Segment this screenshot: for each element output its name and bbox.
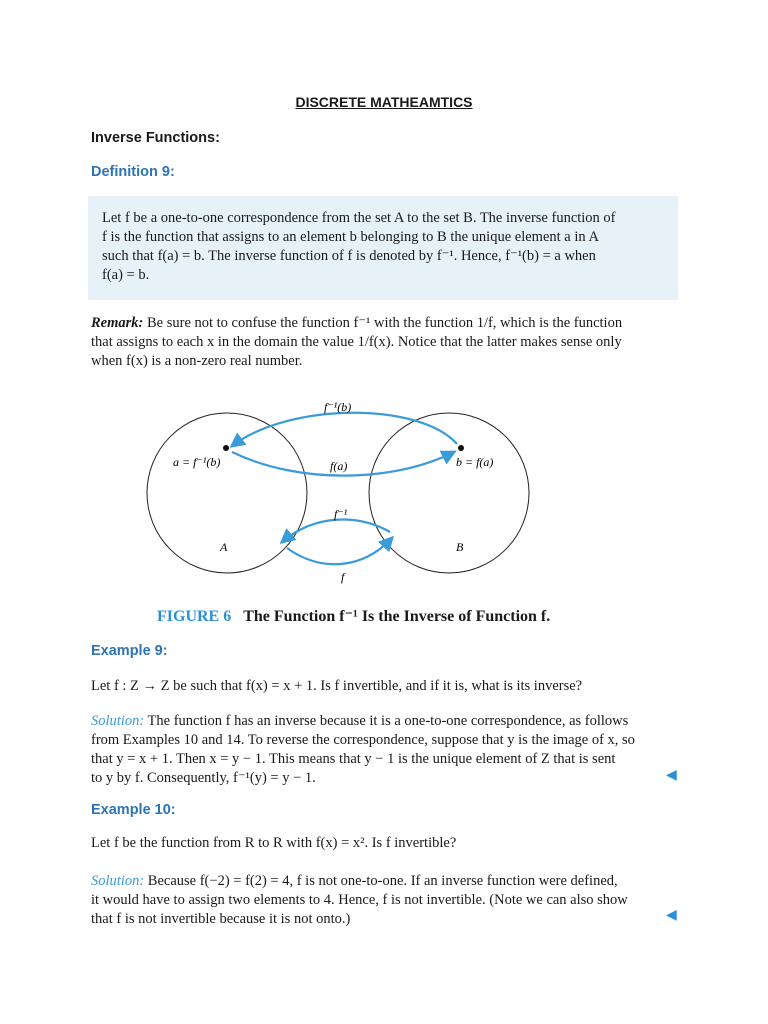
example-10-heading: Example 10: — [91, 802, 176, 818]
solution-line: Because f(−2) = f(2) = 4, f is not one-to-one. If an inverse function were defined, — [144, 873, 618, 889]
figure-caption — [157, 606, 550, 626]
definition-line: f is the function that assigns to an element b belonging to B the unique element a in A — [102, 229, 599, 245]
inverse-function-diagram — [140, 390, 540, 595]
example-10-solution — [91, 872, 681, 929]
end-of-solution-marker: ◀ — [666, 768, 677, 783]
remark-label: Remark: — [91, 315, 144, 331]
solution-label: Solution: — [91, 713, 145, 729]
example-9-solution — [91, 712, 681, 788]
solution-line: from Examples 10 and 14. To reverse the correspondence, suppose that y is the image of x, so — [91, 732, 635, 748]
remark-paragraph — [91, 314, 679, 371]
label-fa: f(a) — [330, 459, 348, 473]
definition-heading: Definition 9: — [91, 164, 175, 180]
solution-label: Solution: — [91, 873, 145, 889]
inverse-function-arrow — [282, 520, 390, 542]
element-b-dot — [458, 445, 464, 451]
example-10-question: Let f be the function from R to R with f(x) = x². Is f invertible? — [91, 835, 457, 851]
function-arrow — [287, 538, 392, 564]
example-9-question: Let f : Z → Z be such that f(x) = x + 1. Is f invertible, and if it is, what is its inverse? — [91, 678, 583, 694]
element-a-dot — [223, 445, 229, 451]
solution-line: that f is not invertible because it is not onto.) — [91, 911, 351, 927]
label-f: f — [341, 570, 345, 584]
end-of-solution-marker: ◀ — [666, 908, 677, 923]
label-finv-b: f⁻¹(b) — [324, 400, 352, 414]
label-a: a = f⁻¹(b) — [173, 455, 221, 469]
solution-line: The function f has an inverse because it is a one-to-one correspondence, as follows — [144, 713, 629, 729]
solution-line: to y by f. Consequently, f⁻¹(y) = y − 1. — [91, 770, 316, 786]
figure-caption-text: The Function f⁻¹ Is the Inverse of Function f. — [243, 608, 551, 625]
definition-line: f(a) = b. — [102, 267, 150, 283]
remark-line: Be sure not to confuse the function f⁻¹ with the function 1/f, which is the function — [143, 315, 623, 331]
definition-box — [88, 196, 678, 300]
label-finv: f⁻¹ — [334, 507, 348, 521]
section-heading: Inverse Functions: — [91, 130, 220, 146]
example-9-heading: Example 9: — [91, 643, 168, 659]
definition-line: Let f be a one-to-one correspondence from the set A to the set B. The inverse function of — [102, 210, 616, 226]
remark-line: that assigns to each x in the domain the value 1/f(x). Notice that the latter makes sense only — [91, 334, 622, 350]
label-set-b: B — [456, 540, 464, 554]
definition-line: such that f(a) = b. The inverse function of f is denoted by f⁻¹. Hence, f⁻¹(b) = a when — [102, 248, 596, 264]
label-set-a: A — [220, 540, 228, 554]
solution-line: that y = x + 1. Then x = y − 1. This means that y − 1 is the unique element of Z that is sent — [91, 751, 616, 767]
remark-line: when f(x) is a non-zero real number. — [91, 353, 303, 369]
label-b: b = f(a) — [456, 455, 494, 469]
page-title: DISCRETE MATHEAMTICS — [295, 94, 473, 110]
figure-number: FIGURE 6 — [157, 608, 232, 625]
solution-line: it would have to assign two elements to 4. Hence, f is not invertible. (Note we can also show — [91, 892, 628, 908]
